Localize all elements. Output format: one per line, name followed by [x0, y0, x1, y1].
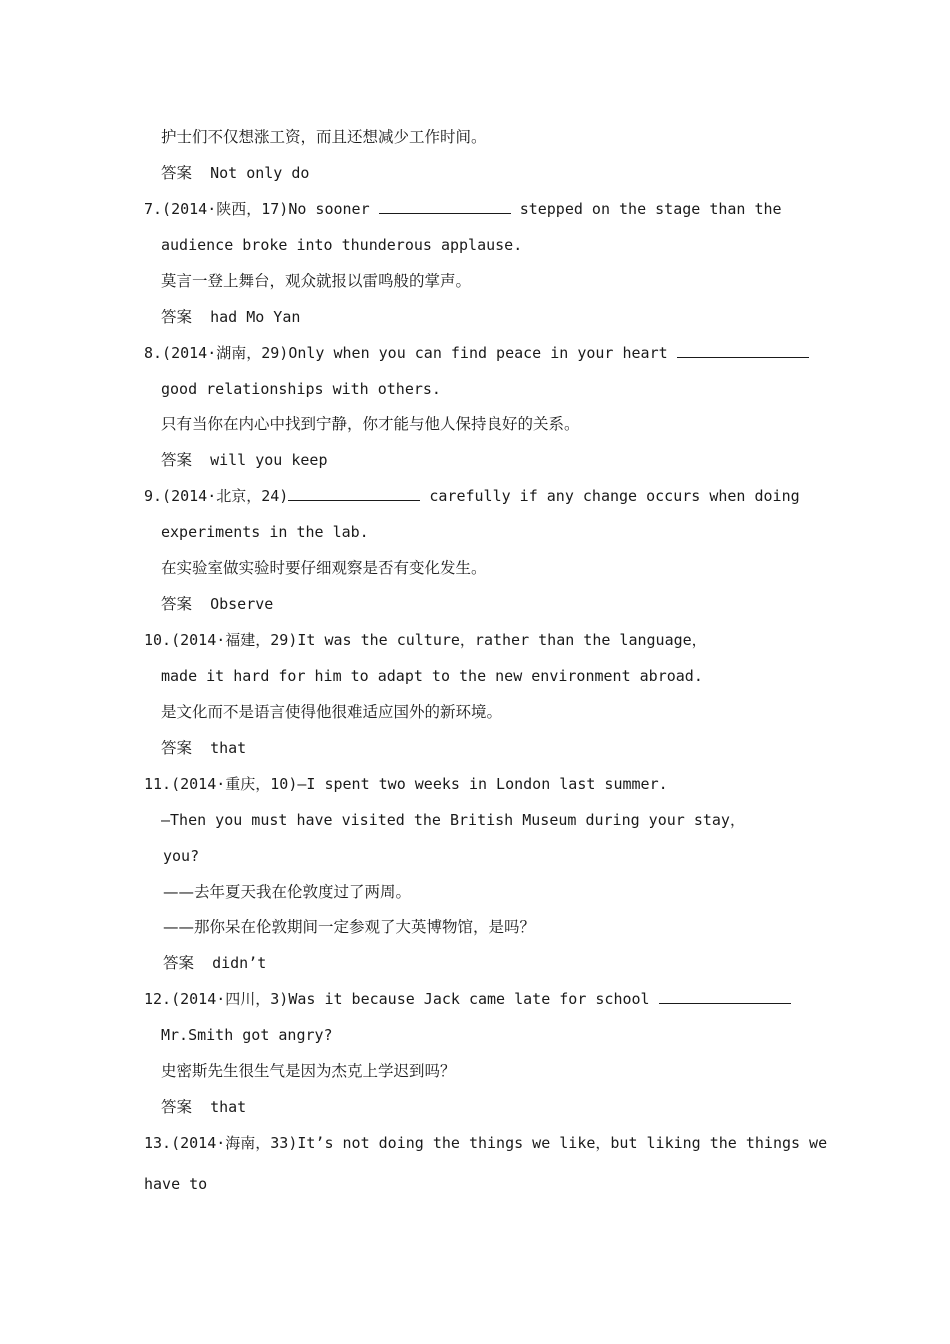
q7-line1: [144, 199, 782, 219]
q9-line2: experiments in the lab.: [161, 523, 369, 541]
q7-line2: audience broke into thunderous applause.: [161, 236, 523, 254]
q13-line2: have to: [144, 1175, 208, 1193]
q10-answer: [161, 738, 246, 758]
q9-after-blank: carefully if any change occurs when doing: [429, 487, 800, 505]
answer-blank: [677, 343, 809, 358]
q7-answer: [161, 307, 300, 327]
q11-translation1: ——去年夏天我在伦敦度过了两周。: [163, 883, 412, 901]
q8-prefix: 8.(2014·湖南，29)Only when you can find peace in your heart: [144, 344, 668, 362]
q8-answer: [161, 450, 327, 470]
q7-after-blank: stepped on the stage than the: [519, 200, 782, 218]
q9-translation: 在实验室做实验时要仔细观察是否有变化发生。: [161, 559, 487, 577]
answer-text: Observe: [210, 595, 274, 613]
answer-text: that: [210, 739, 247, 757]
answer-label: 答案: [161, 451, 193, 469]
answer-label: 答案: [161, 739, 193, 757]
q11-line3: you?: [163, 847, 200, 865]
q6-answer: [161, 163, 309, 183]
q10-translation: 是文化而不是语言使得他很难适应国外的新环境。: [161, 703, 503, 721]
q8-line2: good relationships with others.: [161, 380, 441, 398]
answer-text: didn’t: [212, 954, 267, 972]
q6-translation: 护士们不仅想涨工资，而且还想减少工作时间。: [161, 128, 487, 146]
q12-answer: [161, 1097, 246, 1117]
q10-line1: 10.(2014·福建，29)It was the culture，rather than the language，: [144, 631, 707, 649]
q11-line2: —Then you must have visited the British Museum during your stay，: [161, 811, 745, 829]
q9-answer: [161, 594, 273, 614]
q11-line1: 11.(2014·重庆，10)—I spent two weeks in London last summer.: [144, 775, 668, 793]
q9-line1: [144, 486, 800, 506]
q7-translation: 莫言一登上舞台，观众就报以雷鸣般的掌声。: [161, 272, 472, 290]
q13-line1: 13.(2014·海南，33)It’s not doing the things we like，but liking the things we: [144, 1134, 828, 1152]
q12-line1: [144, 989, 791, 1009]
answer-text: had Mo Yan: [210, 308, 301, 326]
answer-text: Not only do: [210, 164, 310, 182]
q12-prefix: 12.(2014·四川，3)Was it because Jack came late for school: [144, 990, 650, 1008]
q8-translation: 只有当你在内心中找到宁静，你才能与他人保持良好的关系。: [161, 415, 580, 433]
q12-line2: Mr.Smith got angry?: [161, 1026, 333, 1044]
answer-text: will you keep: [210, 451, 328, 469]
q12-translation: 史密斯先生很生气是因为杰克上学迟到吗？: [161, 1062, 456, 1080]
answer-label: 答案: [161, 595, 193, 613]
answer-blank: [659, 989, 791, 1004]
q9-prefix: 9.(2014·北京，24): [144, 487, 289, 505]
answer-label: 答案: [161, 164, 193, 182]
answer-label: 答案: [161, 308, 193, 326]
answer-label: 答案: [161, 1098, 193, 1116]
q11-translation2: ——那你呆在伦敦期间一定参观了大英博物馆，是吗？: [163, 918, 536, 936]
q10-line2: made it hard for him to adapt to the new environment abroad.: [161, 667, 703, 685]
q11-answer: [163, 953, 266, 973]
q8-line1: [144, 343, 809, 363]
answer-label: 答案: [163, 954, 195, 972]
answer-blank: [288, 486, 420, 501]
answer-blank: [379, 199, 511, 214]
answer-text: that: [210, 1098, 247, 1116]
q7-prefix: 7.(2014·陕西，17)No sooner: [144, 200, 370, 218]
